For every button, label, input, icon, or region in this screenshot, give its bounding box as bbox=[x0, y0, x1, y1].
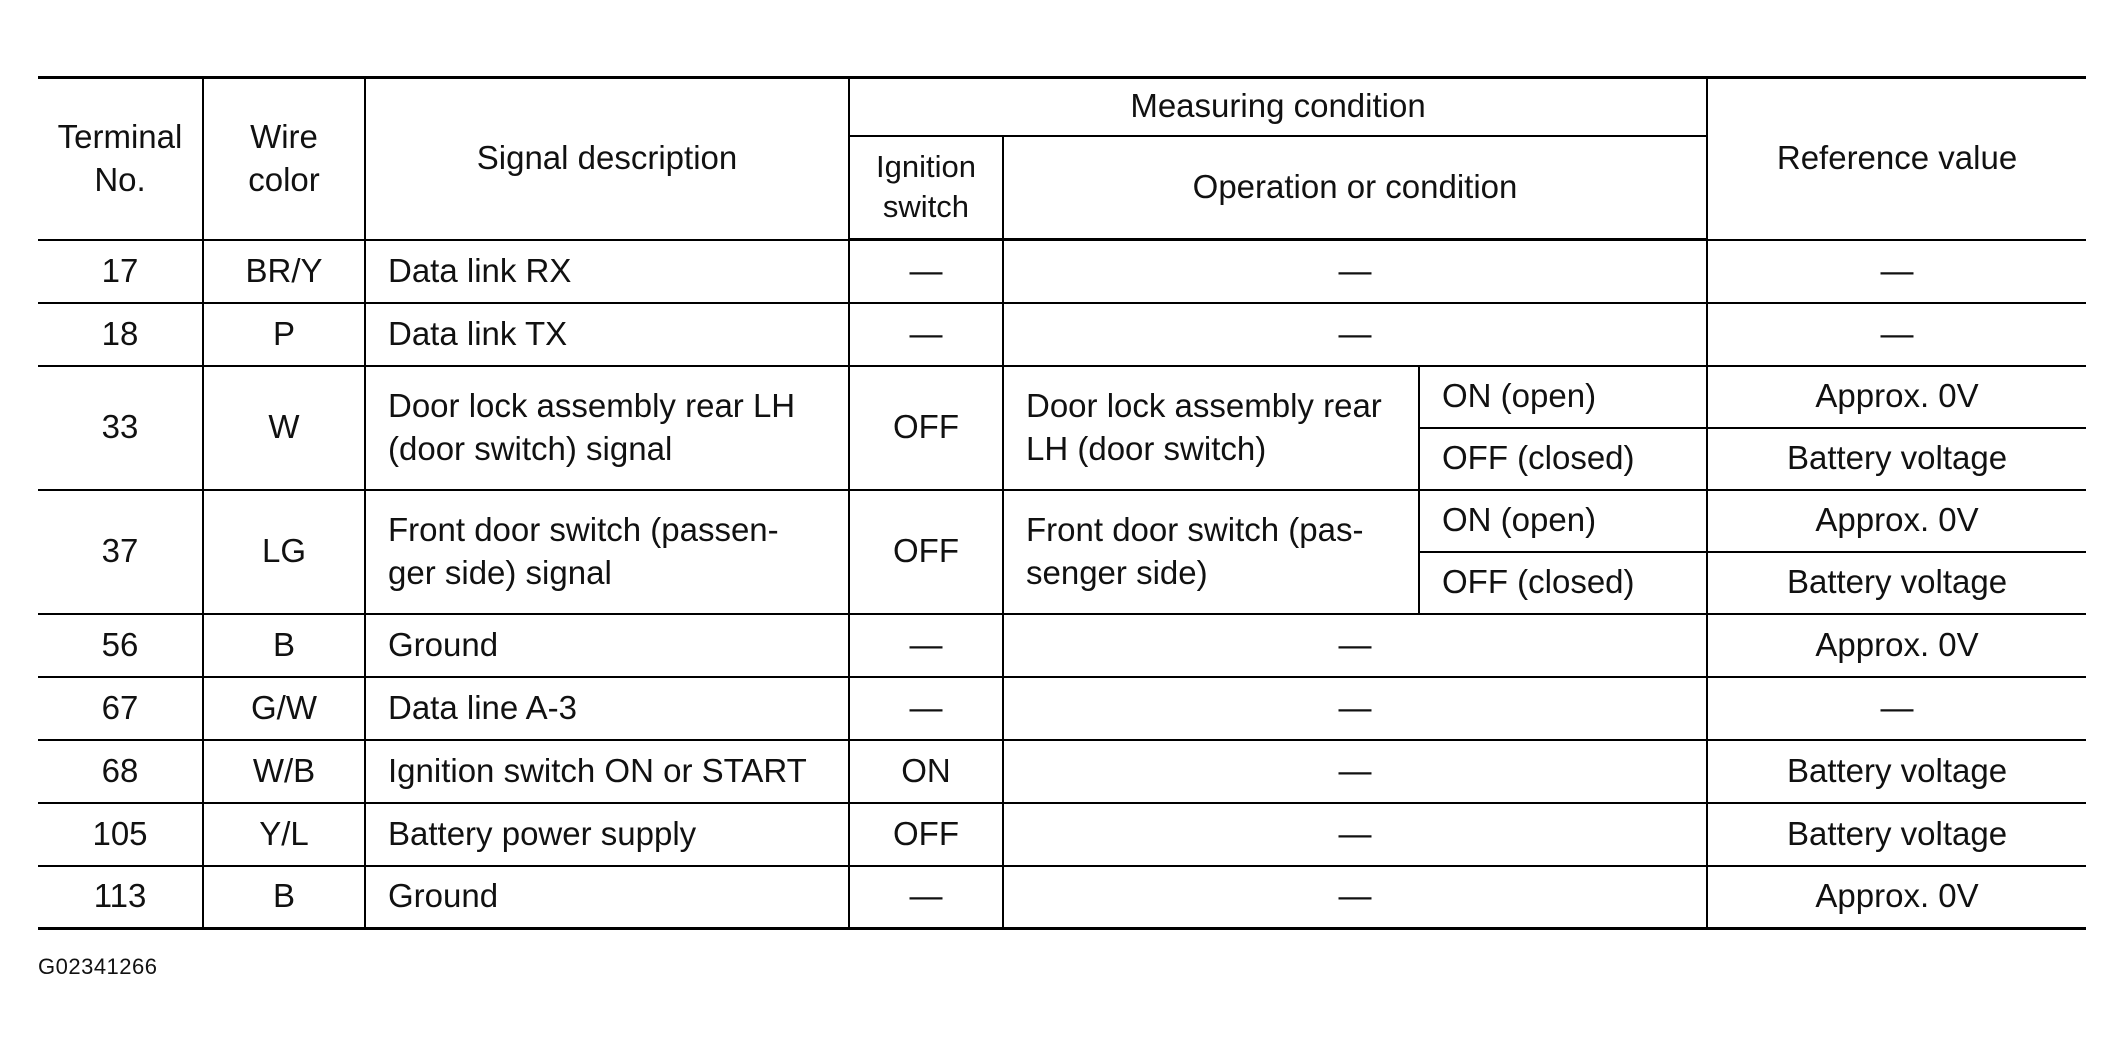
table-row bbox=[38, 866, 2086, 929]
table-row bbox=[38, 240, 2086, 303]
signal-description-cell: Data link RX bbox=[365, 240, 849, 303]
reference-value-cell: Approx. 0V bbox=[1707, 866, 2086, 929]
table-row bbox=[38, 803, 2086, 866]
table-row bbox=[38, 490, 2086, 552]
wire-color-cell: LG bbox=[203, 490, 365, 614]
reference-value-cell: Battery voltage bbox=[1707, 552, 2086, 614]
ignition-switch-cell: OFF bbox=[849, 366, 1003, 490]
table-row bbox=[38, 740, 2086, 803]
reference-value-cell: — bbox=[1707, 677, 2086, 740]
wire-color-cell: B bbox=[203, 866, 365, 929]
ignition-switch-cell: — bbox=[849, 240, 1003, 303]
state-cell: ON (open) bbox=[1419, 366, 1707, 428]
measuring-condition-header: Measuring condition bbox=[849, 78, 1707, 136]
wire-color-header: Wire color bbox=[203, 78, 365, 240]
reference-value-cell: Approx. 0V bbox=[1707, 614, 2086, 677]
state-cell: OFF (closed) bbox=[1419, 552, 1707, 614]
operation-cell: Front door switch (pas- senger side) bbox=[1003, 490, 1419, 614]
wire-color-cell: P bbox=[203, 303, 365, 366]
terminal-cell: 105 bbox=[38, 803, 203, 866]
terminal-cell: 68 bbox=[38, 740, 203, 803]
reference-value-cell: — bbox=[1707, 240, 2086, 303]
operation-cell: — bbox=[1003, 240, 1707, 303]
table-row bbox=[38, 366, 2086, 428]
operation-or-condition-header: Operation or condition bbox=[1003, 136, 1707, 240]
ignition-switch-cell: — bbox=[849, 614, 1003, 677]
ignition-switch-cell: — bbox=[849, 303, 1003, 366]
reference-value-cell: Approx. 0V bbox=[1707, 490, 2086, 552]
terminal-cell: 37 bbox=[38, 490, 203, 614]
operation-cell: — bbox=[1003, 614, 1707, 677]
reference-value-cell: Battery voltage bbox=[1707, 428, 2086, 490]
wire-color-cell: B bbox=[203, 614, 365, 677]
ignition-switch-cell: — bbox=[849, 866, 1003, 929]
operation-cell: Door lock assembly rear LH (door switch) bbox=[1003, 366, 1419, 490]
terminal-cell: 67 bbox=[38, 677, 203, 740]
wire-color-cell: G/W bbox=[203, 677, 365, 740]
wire-color-cell: W bbox=[203, 366, 365, 490]
signal-description-cell: Ground bbox=[365, 866, 849, 929]
ignition-switch-cell: — bbox=[849, 677, 1003, 740]
table-row bbox=[38, 614, 2086, 677]
ignition-switch-cell: ON bbox=[849, 740, 1003, 803]
reference-value-cell: Battery voltage bbox=[1707, 740, 2086, 803]
wire-color-cell: Y/L bbox=[203, 803, 365, 866]
reference-value-cell: — bbox=[1707, 303, 2086, 366]
signal-description-cell: Ignition switch ON or START bbox=[365, 740, 849, 803]
ignition-switch-cell: OFF bbox=[849, 490, 1003, 614]
operation-cell: — bbox=[1003, 303, 1707, 366]
reference-value-cell: Battery voltage bbox=[1707, 803, 2086, 866]
table-row bbox=[38, 677, 2086, 740]
signal-description-cell: Front door switch (passen- ger side) signal bbox=[365, 490, 849, 614]
terminal-no-header: Terminal No. bbox=[38, 78, 203, 240]
terminal-cell: 56 bbox=[38, 614, 203, 677]
wire-color-cell: BR/Y bbox=[203, 240, 365, 303]
ignition-switch-header: Ignition switch bbox=[849, 136, 1003, 240]
operation-cell: — bbox=[1003, 866, 1707, 929]
state-cell: ON (open) bbox=[1419, 490, 1707, 552]
reference-value-header: Reference value bbox=[1707, 78, 2086, 240]
header-row bbox=[38, 78, 2086, 136]
terminal-cell: 33 bbox=[38, 366, 203, 490]
operation-cell: — bbox=[1003, 740, 1707, 803]
table-row bbox=[38, 303, 2086, 366]
signal-description-cell: Data line A-3 bbox=[365, 677, 849, 740]
signal-description-cell: Data link TX bbox=[365, 303, 849, 366]
wire-color-cell: W/B bbox=[203, 740, 365, 803]
reference-value-cell: Approx. 0V bbox=[1707, 366, 2086, 428]
operation-cell: — bbox=[1003, 803, 1707, 866]
figure-id: G02341266 bbox=[38, 954, 158, 979]
ignition-switch-cell: OFF bbox=[849, 803, 1003, 866]
terminal-cell: 17 bbox=[38, 240, 203, 303]
signal-description-cell: Ground bbox=[365, 614, 849, 677]
state-cell: OFF (closed) bbox=[1419, 428, 1707, 490]
terminal-cell: 18 bbox=[38, 303, 203, 366]
signal-description-cell: Door lock assembly rear LH (door switch) signal bbox=[365, 366, 849, 490]
terminal-cell: 113 bbox=[38, 866, 203, 929]
operation-cell: — bbox=[1003, 677, 1707, 740]
terminal-reference-table bbox=[38, 76, 2086, 930]
signal-description-header: Signal description bbox=[365, 78, 849, 240]
signal-description-cell: Battery power supply bbox=[365, 803, 849, 866]
